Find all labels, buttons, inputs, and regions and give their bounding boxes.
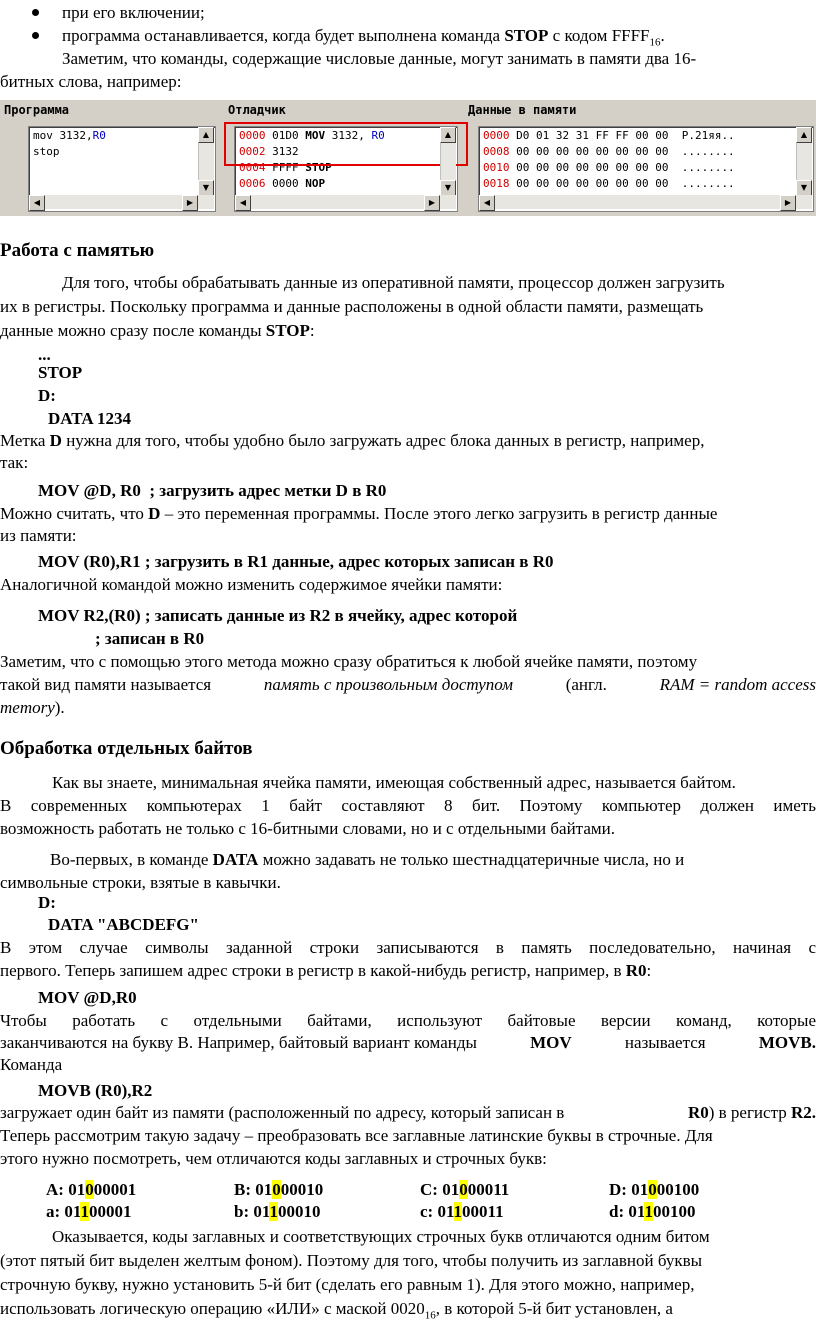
- intro-line-2: битных слова, например:: [0, 72, 182, 91]
- paragraph-line: Аналогичной командой можно изменить содержимое ячейки памяти:: [0, 575, 503, 594]
- bullet-text-2: программа останавливается, когда будет выполнена команда STOP с кодом $FFFF_{16}$.: [62, 26, 665, 49]
- highlight-frame: [224, 122, 468, 166]
- program-line-1: mov 3132,R0: [33, 129, 106, 142]
- paragraph-line: из памяти:: [0, 526, 77, 545]
- scroll-down-icon[interactable]: ▼: [198, 180, 214, 196]
- paragraph-line: Как вы знаете, минимальная ячейка памяти, имеющая собственный адрес, называется байтом.: [52, 773, 736, 792]
- paragraph-line: Во-первых, в команде DATA можно задавать не только шестнадцатеричные числа, но и: [50, 850, 685, 869]
- memory-hscrollbar[interactable]: [479, 195, 812, 209]
- paragraph-line: строчную букву, нужно установить 5-й бит (сделать его равным 1). Для этого можно, например,: [0, 1275, 695, 1294]
- code-C: C: 01000011: [420, 1180, 510, 1199]
- paragraph-line: загружает один байт из памяти (расположенный по адресу, который записан в R0) в регистр R2.: [0, 1103, 816, 1122]
- code-line: D:: [38, 893, 56, 912]
- paragraph-line: такой вид памяти называется память с произвольным доступом (англ. RAM = random access: [0, 675, 816, 694]
- disasm-line-3: 0004 FFFF STOP: [239, 161, 332, 174]
- bullet-dot: [32, 9, 39, 16]
- disasm-hscrollbar[interactable]: [235, 195, 456, 209]
- bullet-text-1: при его включении;: [62, 3, 205, 22]
- paragraph-line: использовать логическую операцию «ИЛИ» с маской $0020_{16}$, в которой 5-й бит установлен, а: [0, 1299, 673, 1322]
- paragraph-line: Теперь рассмотрим такую задачу – преобразовать все заглавные латинские буквы в строчные. Для: [0, 1126, 713, 1145]
- code-line: MOV R2,(R0) ; записать данные из R2 в ячейку, адрес которой: [38, 606, 518, 625]
- program-title: Программа: [4, 103, 70, 117]
- scroll-left-icon[interactable]: ◀: [235, 195, 251, 211]
- scroll-up-icon[interactable]: ▲: [796, 127, 812, 143]
- paragraph-line: возможность работать не только с 16-битными словами, но и с отдельными байтами.: [0, 819, 615, 838]
- scroll-up-icon[interactable]: ▲: [440, 127, 456, 143]
- section-title-memory: Работа с памятью: [0, 240, 155, 261]
- scroll-left-icon[interactable]: ◀: [479, 195, 495, 211]
- scroll-up-icon[interactable]: ▲: [198, 127, 214, 143]
- code-line: MOV @D,R0: [38, 988, 137, 1007]
- paragraph-line: их в регистры. Поскольку программа и данные расположены в одной области памяти, размещать: [0, 297, 704, 316]
- scroll-left-icon[interactable]: ◀: [29, 195, 45, 211]
- paragraph-line: Заметим, что с помощью этого метода можно сразу обратиться к любой ячейке памяти, поэтому: [0, 652, 698, 671]
- paragraph-line: memory).: [0, 698, 65, 717]
- code-line: D:: [38, 386, 56, 405]
- paragraph-line: заканчиваются на букву В. Например, байтовый вариант команды MOV называется MOVB.: [0, 1033, 816, 1052]
- code-A: A: 01000001: [46, 1180, 137, 1199]
- intro-line-1: Заметим, что команды, содержащие числовые данные, могут занимать в памяти два 16-: [62, 49, 697, 68]
- paragraph-line: символьные строки, взятые в кавычки.: [0, 873, 281, 892]
- code-B: B: 01000010: [234, 1180, 324, 1199]
- paragraph-line: этого нужно посмотреть, чем отличаются коды заглавных и строчных букв:: [0, 1149, 547, 1168]
- code-line: DATA "ABCDEFG": [48, 915, 199, 934]
- scroll-down-icon[interactable]: ▼: [796, 180, 812, 196]
- code-line: MOV @D, R0 ; загрузить адрес метки D в R0: [38, 481, 387, 500]
- memory-title: Данные в памяти: [468, 103, 577, 117]
- scroll-right-icon[interactable]: ▶: [424, 195, 440, 211]
- code-line: ; записан в R0: [95, 629, 205, 648]
- paragraph-line: первого. Теперь запишем адрес строки в регистр в какой-нибудь регистр, например, в R0:: [0, 961, 652, 980]
- scroll-right-icon[interactable]: ▶: [780, 195, 796, 211]
- code-D: D: 01000100: [609, 1180, 700, 1199]
- scroll-right-icon[interactable]: ▶: [182, 195, 198, 211]
- code-b: b: 01100010: [234, 1202, 321, 1221]
- code-line: DATA 1234: [48, 409, 131, 428]
- disasm-line-2: 0002 3132: [239, 145, 299, 158]
- code-line: MOV (R0),R1 ; загрузить в R1 данные, адрес которых записан в R0: [38, 552, 554, 571]
- paragraph-line: так:: [0, 453, 29, 472]
- code-line: MOVB (R0),R2: [38, 1081, 153, 1100]
- disasm-line-1: 0000 01D0 MOV 3132, R0: [239, 129, 385, 142]
- program-line-2: stop: [33, 145, 60, 158]
- paragraph-line: Метка D нужна для того, чтобы удобно было загружать адрес блока данных в регистр, например,: [0, 431, 705, 450]
- section-title-bytes: Обработка отдельных байтов: [0, 738, 253, 759]
- bullet-dot: [32, 32, 39, 39]
- paragraph-line: Для того, чтобы обрабатывать данные из оперативной памяти, процессор должен загрузить: [62, 273, 725, 292]
- disasm-line-4: 0006 0000 NOP: [239, 177, 326, 190]
- paragraph-line: Можно считать, что D – это переменная программы. После этого легко загрузить в регистр данные: [0, 504, 718, 523]
- memory-line-2: 0008 00 00 00 00 00 00 00 00 ........: [483, 145, 735, 158]
- paragraph-line: В этом случае символы заданной строки записываются в память последовательно, начиная с: [0, 938, 816, 957]
- paragraph-line: В современных компьютерах 1 байт составляют 8 бит. Поэтому компьютер должен иметь: [0, 796, 816, 815]
- memory-line-4: 0018 00 00 00 00 00 00 00 00 ........: [483, 177, 735, 190]
- paragraph-line: Команда: [0, 1055, 63, 1074]
- paragraph-line: Оказывается, коды заглавных и соответствующих строчных букв отличаются одним битом: [52, 1227, 710, 1246]
- code-a: a: 01100001: [46, 1202, 132, 1221]
- debugger-title: Отладчик: [228, 103, 286, 117]
- memory-line-3: 0010 00 00 00 00 00 00 00 00 ........: [483, 161, 735, 174]
- scroll-down-icon[interactable]: ▼: [440, 180, 456, 196]
- paragraph-line: (этот пятый бит выделен желтым фоном). Поэтому для того, чтобы получить из заглавной буквы: [0, 1251, 703, 1270]
- code-d: d: 01100100: [609, 1202, 696, 1221]
- paragraph-line: данные можно сразу после команды STOP:: [0, 321, 315, 340]
- code-c: c: 01100011: [420, 1202, 504, 1221]
- code-line: ...: [38, 345, 51, 364]
- paragraph-line: Чтобы работать с отдельными байтами, используют байтовые версии команд, которые: [0, 1011, 816, 1030]
- code-line: STOP: [38, 363, 83, 382]
- memory-line-1: 0000 D0 01 32 31 FF FF 00 00 Р.21яя..: [483, 129, 735, 142]
